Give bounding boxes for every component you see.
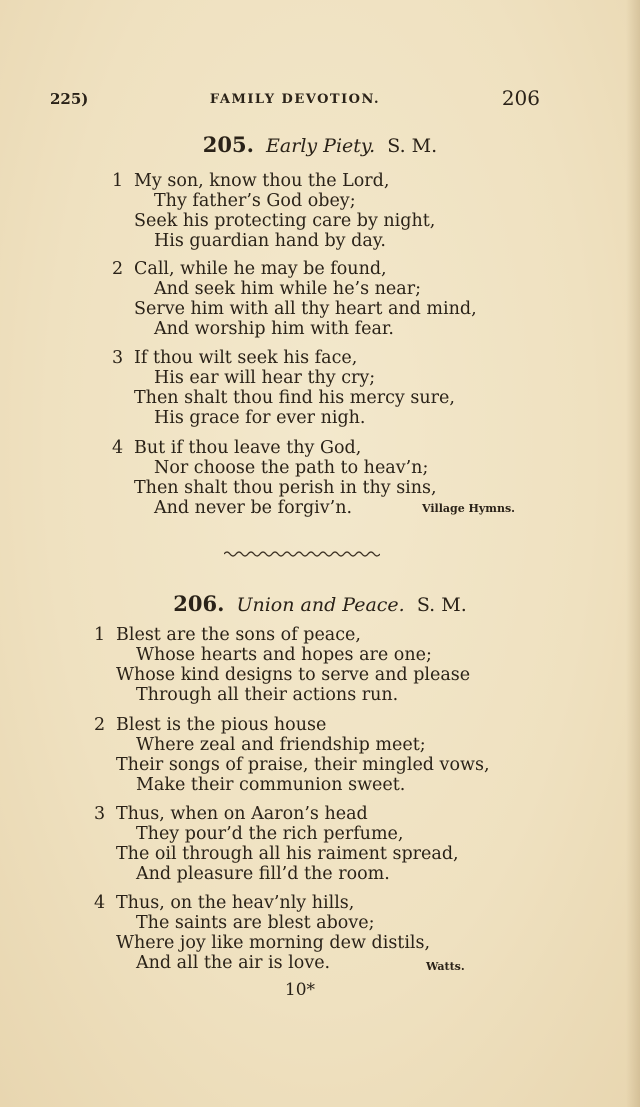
- verse-number: 1: [112, 171, 124, 191]
- verse-number: 3: [94, 804, 106, 824]
- hymn-205-stanza-2: [112, 259, 477, 339]
- verse-line: The saints are blest above;: [136, 913, 375, 933]
- verse-line: But if thou leave thy God,: [134, 438, 362, 458]
- hymn-206-stanza-4: [94, 893, 431, 973]
- verse-line: My son, know thou the Lord,: [134, 171, 390, 191]
- verse-number: 2: [112, 259, 124, 279]
- hymn-number: 205.: [202, 132, 254, 157]
- running-header: [50, 88, 540, 112]
- verse-line: Through all their actions run.: [136, 685, 399, 705]
- verse-line: His grace for ever nigh.: [154, 408, 366, 428]
- hymn-206-stanza-2: [94, 715, 490, 795]
- verse-line: Where zeal and friendship meet;: [136, 735, 426, 755]
- signature-mark: 10*: [284, 980, 316, 1000]
- hymn-205-stanza-4: [112, 438, 437, 518]
- verse-line: Serve him with all thy heart and mind,: [134, 299, 477, 319]
- verse-line: Call, while he may be found,: [134, 259, 387, 279]
- verse-number: 3: [112, 348, 124, 368]
- verse-line: Then shalt thou perish in thy sins,: [134, 478, 437, 498]
- hymn-meter: S. M.: [387, 135, 438, 157]
- verse-line: And worship him with fear.: [154, 319, 394, 339]
- verse-line: Their songs of praise, their mingled vows,: [116, 755, 490, 775]
- verse-number: 4: [94, 893, 106, 913]
- verse-line: Thus, on the heav’nly hills,: [116, 893, 355, 913]
- verse-line: And pleasure fill’d the room.: [136, 864, 390, 884]
- hymn-206-attribution: Watts.: [426, 960, 465, 973]
- hymn-206-stanza-3: [94, 804, 459, 884]
- hymn-meter: S. M.: [416, 594, 467, 616]
- hymn-name: Union and Peace.: [236, 594, 405, 616]
- page-edge-shadow: [626, 0, 640, 1107]
- verse-line: Nor choose the path to heav’n;: [154, 458, 429, 478]
- verse-line: They pour’d the rich perfume,: [136, 824, 404, 844]
- hymn-name: Early Piety.: [266, 135, 376, 157]
- verse-number: 4: [112, 438, 124, 458]
- hymn-205-stanza-1: [112, 171, 436, 251]
- section-divider: [224, 548, 380, 560]
- hymn-205-title: [0, 132, 640, 157]
- verse-line: If thou wilt seek his face,: [134, 348, 358, 368]
- verse-number: 1: [94, 625, 106, 645]
- verse-line: And all the air is love.: [136, 953, 331, 973]
- hymn-206-title: [0, 591, 640, 616]
- verse-line: The oil through all his raiment spread,: [116, 844, 459, 864]
- page-number: 206: [501, 86, 540, 110]
- verse-line: Blest are the sons of peace,: [116, 625, 361, 645]
- verse-line: His ear will hear thy cry;: [154, 368, 376, 388]
- verse-line: Whose hearts and hopes are one;: [136, 645, 432, 665]
- verse-line: And never be forgiv’n.: [154, 498, 353, 518]
- verse-line: His guardian hand by day.: [154, 231, 386, 251]
- verse-line: Whose kind designs to serve and please: [116, 665, 471, 685]
- verse-line: Then shalt thou find his mercy sure,: [134, 388, 455, 408]
- header-hymn-range: 225): [50, 90, 89, 108]
- verse-line: Make their communion sweet.: [136, 775, 406, 795]
- verse-line: Thus, when on Aaron’s head: [116, 804, 368, 824]
- verse-line: Thy father’s God obey;: [154, 191, 356, 211]
- hymn-205-stanza-3: [112, 348, 455, 428]
- header-title: FAMILY DEVOTION.: [209, 92, 381, 107]
- verse-line: Seek his protecting care by night,: [134, 211, 436, 231]
- verse-line: And seek him while he’s near;: [154, 279, 421, 299]
- verse-line: Where joy like morning dew distils,: [116, 933, 431, 953]
- hymn-number: 206.: [173, 591, 225, 616]
- verse-number: 2: [94, 715, 106, 735]
- hymn-206-stanza-1: [94, 625, 471, 705]
- verse-line: Blest is the pious house: [116, 715, 327, 735]
- hymn-205-attribution: Village Hymns.: [422, 502, 515, 515]
